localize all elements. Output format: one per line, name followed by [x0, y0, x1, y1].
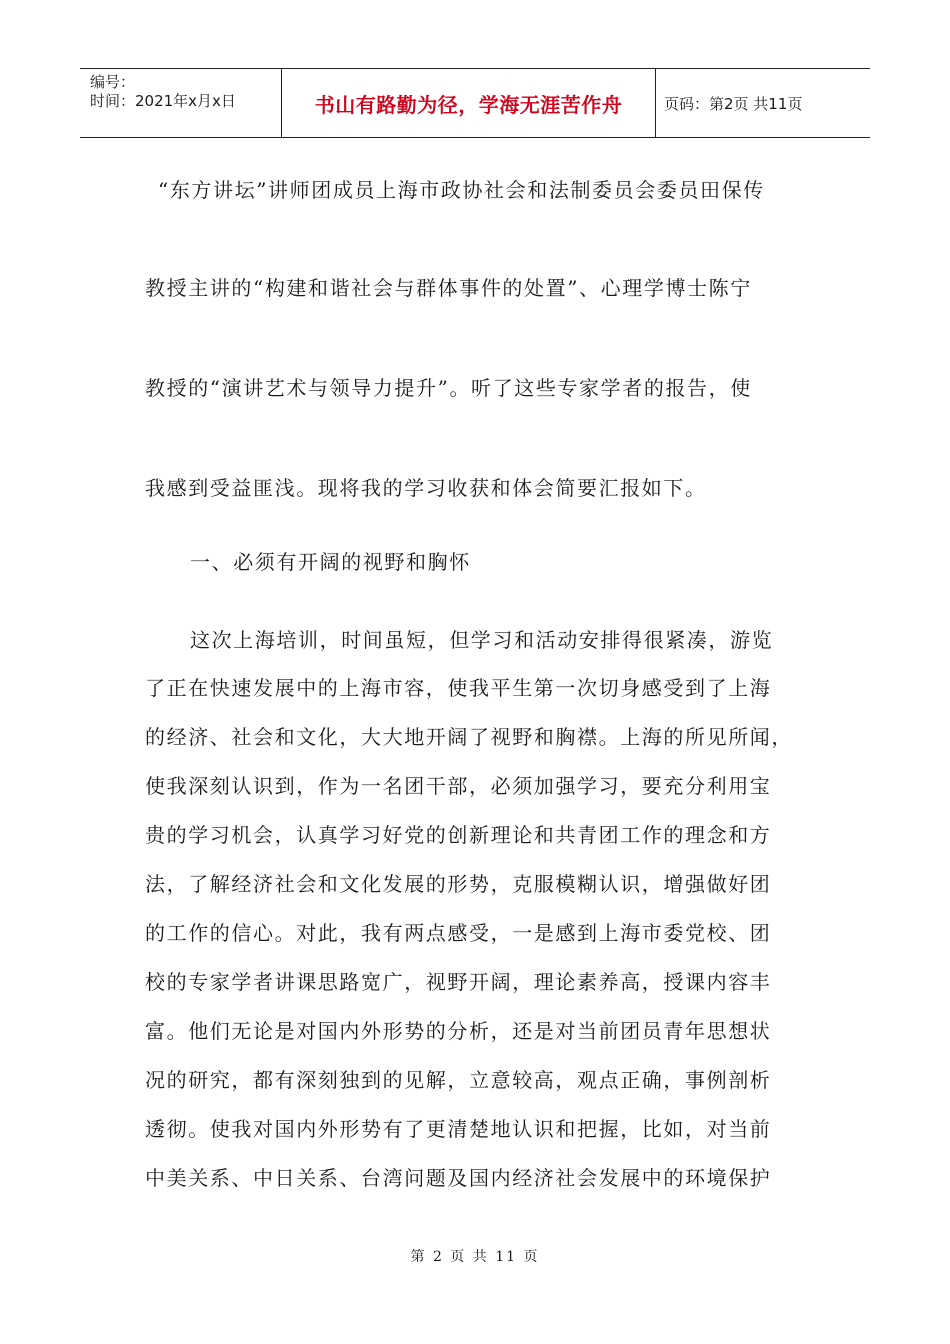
body-line: 这次上海培训，时间虽短，但学习和活动安排得很紧凑，游览	[190, 628, 774, 652]
code-label: 编号：	[90, 73, 136, 91]
body-line: 的工作的信心。对此，我有两点感受，一是感到上海市委党校、团	[145, 921, 772, 945]
header-meta	[80, 69, 282, 137]
body-line: 了正在快速发展中的上海市容，使我平生第一次切身感受到了上海	[145, 676, 772, 700]
header-page-info: 页码：第2页 共11页	[664, 94, 803, 113]
body-line: 使我深刻认识到，作为一名团干部，必须加强学习，要充分利用宝	[145, 774, 772, 798]
section-heading: 一、必须有开阔的视野和胸怀	[190, 550, 471, 574]
document-header	[80, 68, 870, 138]
intro-line: 教授的“演讲艺术与领导力提升”。听了这些专家学者的报告，使	[145, 376, 752, 400]
intro-line: 我感到受益匪浅。现将我的学习收获和体会简要汇报如下。	[145, 476, 707, 500]
body-line: 透彻。使我对国内外形势有了更清楚地认识和把握，比如，对当前	[145, 1117, 772, 1141]
body-line: 富。他们无论是对国内外形势的分析，还是对当前团员青年思想状	[145, 1019, 772, 1043]
header-motto: 书山有路勤为径，学海无涯苦作舟	[282, 69, 656, 137]
intro-line: “东方讲坛”讲师团成员上海市政协社会和法制委员会委员田保传	[158, 178, 765, 202]
body-line: 中美关系、中日关系、台湾问题及国内经济社会发展中的环境保护	[145, 1166, 772, 1190]
body-line: 校的专家学者讲课思路宽广，视野开阔，理论素养高，授课内容丰	[145, 970, 772, 994]
body-line: 的经济、社会和文化，大大地开阔了视野和胸襟。上海的所见所闻，	[145, 725, 793, 749]
time-label: 时间：2021年x月x日	[90, 92, 236, 110]
body-line: 况的研究，都有深刻独到的见解，立意较高，观点正确，事例剖析	[145, 1068, 772, 1092]
intro-line: 教授主讲的“构建和谐社会与群体事件的处置”、心理学博士陈宁	[145, 276, 752, 300]
body-line: 法，了解经济社会和文化发展的形势，克服模糊认识，增强做好团	[145, 872, 772, 896]
page-footer: 第 2 页 共 11 页	[410, 1249, 540, 1265]
body-line: 贵的学习机会，认真学习好党的创新理论和共青团工作的理念和方	[145, 823, 772, 847]
